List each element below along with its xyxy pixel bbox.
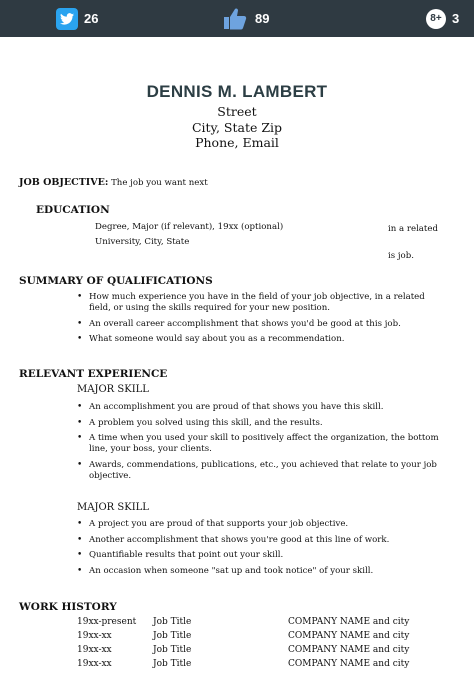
social-share-bar (0, 0, 474, 37)
work-title: Job Title (153, 659, 192, 669)
education-heading: EDUCATION (36, 204, 110, 216)
work-company: COMPANY NAME and city (288, 631, 410, 641)
stray-text-fragment: in a related (388, 224, 438, 234)
work-company: COMPANY NAME and city (288, 645, 410, 655)
work-company: COMPANY NAME and city (288, 659, 410, 669)
work-company: COMPANY NAME and city (288, 617, 410, 627)
list-item: • An accomplishment you are proud of that shows you have this skill. (77, 402, 447, 413)
list-item: • Awards, commendations, publications, etc., you achieved that relate to your job objective. (77, 460, 447, 482)
address-city: City, State Zip (191, 120, 283, 135)
table-row (0, 659, 474, 672)
list-item: • An overall career accomplishment that shows you'd be good at this job. (77, 319, 447, 330)
table-row (0, 631, 474, 644)
list-item: • A time when you used your skill to positively affect the organization, the bottom line, your boss, your clients. (77, 433, 447, 455)
gplus-count: 3 (452, 11, 460, 26)
work-dates: 19xx-xx (77, 659, 112, 669)
list-item: • An occasion when someone "sat up and took notice" of your skill. (77, 566, 447, 577)
table-row (0, 617, 474, 630)
address-contact: Phone, Email (195, 135, 279, 150)
list-item: • Another accomplishment that shows you're good at this line of work. (77, 535, 447, 546)
skill-title: MAJOR SKILL (77, 502, 149, 513)
job-objective (19, 177, 208, 188)
work-dates: 19xx-xx (77, 645, 112, 655)
twitter-count: 26 (84, 11, 99, 26)
education-school: University, City, State (95, 237, 190, 247)
like-share[interactable] (221, 0, 269, 37)
list-item: • Quantifiable results that point out your skill. (77, 550, 447, 561)
list-item: • A problem you solved using this skill, and the results. (77, 418, 447, 429)
work-title: Job Title (153, 645, 192, 655)
objective-text: The job you want next (111, 178, 208, 188)
list-item: • How much experience you have in the field of your job objective, in a related field, or using the skills required for your new position. (77, 292, 447, 314)
education-degree: Degree, Major (if relevant), 19xx (optional) (95, 222, 284, 232)
twitter-share[interactable] (56, 0, 98, 37)
work-dates: 19xx-xx (77, 631, 112, 641)
work-history-heading: WORK HISTORY (19, 601, 117, 613)
experience-heading: RELEVANT EXPERIENCE (19, 368, 168, 380)
summary-heading: SUMMARY OF QUALIFICATIONS (19, 275, 213, 287)
address-street: Street (217, 104, 257, 119)
like-count: 89 (255, 11, 270, 26)
summary-list (77, 292, 447, 350)
twitter-icon[interactable] (56, 8, 78, 30)
stray-text-fragment: is job. (388, 251, 414, 261)
resume-name: DENNIS M. LAMBERT (146, 82, 328, 101)
thumbs-up-icon[interactable] (221, 5, 249, 33)
gplus-share[interactable] (426, 0, 459, 37)
work-dates: 19xx-present (77, 617, 137, 627)
skill-1-list (77, 402, 447, 486)
skill-2-list (77, 519, 447, 581)
google-plus-icon[interactable]: 8+ (426, 9, 446, 29)
table-row (0, 645, 474, 658)
work-title: Job Title (153, 617, 192, 627)
work-title: Job Title (153, 631, 192, 641)
skill-title: MAJOR SKILL (77, 384, 149, 395)
objective-label: JOB OBJECTIVE: (19, 177, 109, 188)
list-item: • What someone would say about you as a recommendation. (77, 334, 447, 345)
list-item: • A project you are proud of that supports your job objective. (77, 519, 447, 530)
